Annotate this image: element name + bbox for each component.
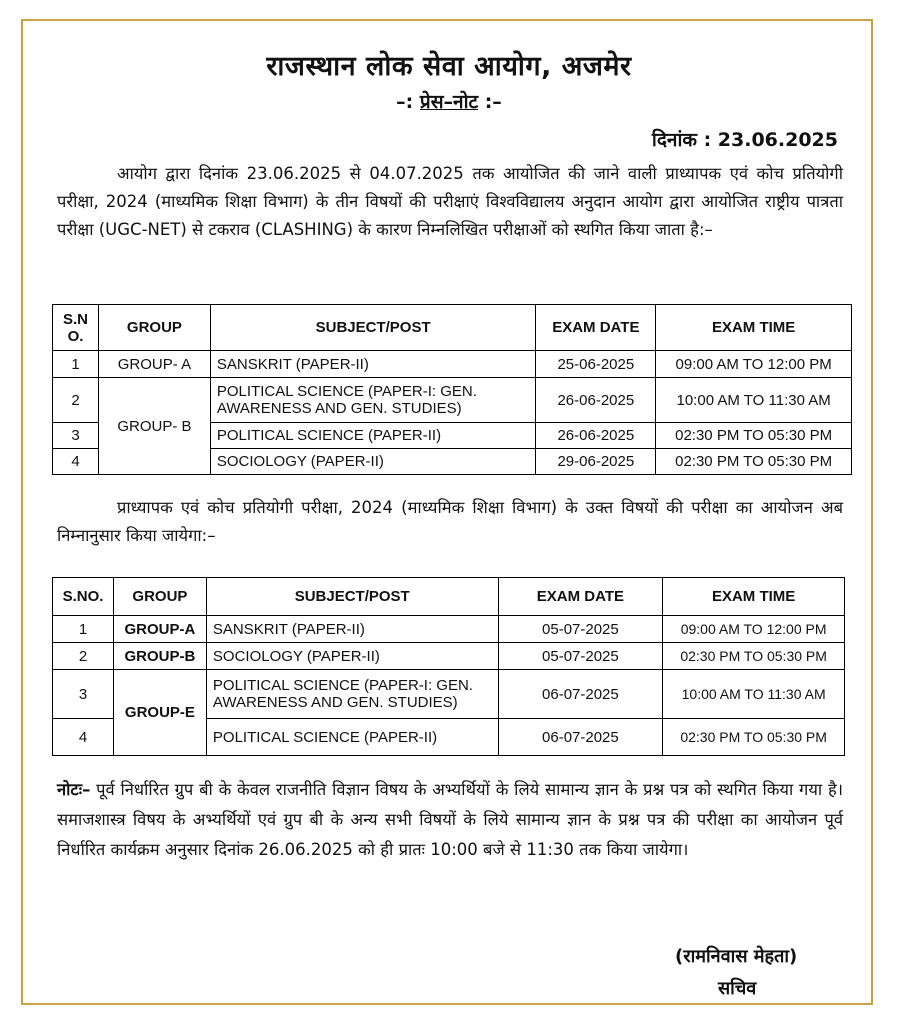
table-row xyxy=(53,351,852,378)
group-header: GROUP xyxy=(113,578,206,616)
sno-cell: 1 xyxy=(53,351,99,378)
date-line: दिनांक : 23.06.2025 xyxy=(651,129,838,151)
time-cell: 09:00 AM TO 12:00 PM xyxy=(656,351,852,378)
subject-cell: SANSKRIT (PAPER-II) xyxy=(210,351,536,378)
subject-cell: SANSKRIT (PAPER-II) xyxy=(206,616,498,643)
date-cell: 29-06-2025 xyxy=(536,449,656,475)
subtitle-suffix: :– xyxy=(478,91,502,113)
reschedule-paragraph: प्राध्यापक एवं कोच प्रतियोगी परीक्षा, 2024 (माध्यमिक शिक्षा विभाग) के उक्त विषयों की परीक्षा का आयोजन अब निम्नानुसार किया जायेगा:– xyxy=(57,498,843,545)
group-cell: GROUP- B xyxy=(98,378,210,475)
time-cell: 09:00 AM TO 12:00 PM xyxy=(663,616,845,643)
intro-paragraph: आयोग द्वारा दिनांक 23.06.2025 से 04.07.2025 तक आयोजित की जाने वाली प्राध्यापक एवं कोच प्रतियोगी परीक्षा, 2024 (माध्यमिक शिक्षा विभाग) के तीन विषयों की परीक्षाएं विश्वविद्यालय अनुदान आयोग द्वारा आयोजित राष्ट्रीय पात्रता परीक्षा (UGC-NET) से टकराव (CLASHING) के कारण निम्नलिखित परीक्षाओं को स्थगित किया जाता है:– xyxy=(57,164,843,239)
table-row xyxy=(53,616,845,643)
note-text: पूर्व निर्धारित ग्रुप बी के केवल राजनीति विज्ञान विषय के अभ्यर्थियों के लिये सामान्य ज्ञान के प्रश्न पत्र को स्थगित किया गया है। समाजशास्त्र विषय के अभ्यर्थियों एवं ग्रुप बी के अन्य सभी विषयों के लिये सामान्य ज्ञान के प्रश्न पत्र की परीक्षा का आयोजन पूर्व निर्धारित कार्यक्रम अनुसार दिनांक 26.06.2025 को ही प्रातः 10:00 बजे से 11:30 तक किया जायेगा। xyxy=(57,780,843,859)
table-header-row xyxy=(53,305,852,351)
time-cell: 10:00 AM TO 11:30 AM xyxy=(656,378,852,423)
group-cell: GROUP-E xyxy=(113,670,206,756)
subject-cell: SOCIOLOGY (PAPER-II) xyxy=(210,449,536,475)
group-header: GROUP xyxy=(98,305,210,351)
table-row xyxy=(53,670,845,719)
sno-cell: 4 xyxy=(53,719,114,756)
sno-cell: 3 xyxy=(53,423,99,449)
time-header: EXAM TIME xyxy=(656,305,852,351)
page-title: राजस्थान लोक सेवा आयोग, अजमेर xyxy=(266,51,632,82)
note-paragraph xyxy=(57,775,843,865)
subtitle-prefix: –: xyxy=(396,91,420,113)
time-cell: 02:30 PM TO 05:30 PM xyxy=(656,449,852,475)
time-cell: 10:00 AM TO 11:30 AM xyxy=(663,670,845,719)
subject-cell: POLITICAL SCIENCE (PAPER-I: GEN. AWARENESS AND GEN. STUDIES) xyxy=(210,378,536,423)
subject-header: SUBJECT/POST xyxy=(206,578,498,616)
note-label: नोटः– xyxy=(57,780,91,799)
date-header: EXAM DATE xyxy=(536,305,656,351)
date-cell: 06-07-2025 xyxy=(498,719,663,756)
table-row xyxy=(53,378,852,423)
date-header: EXAM DATE xyxy=(498,578,663,616)
signatory-name: (रामनिवास मेहता) xyxy=(675,946,798,967)
signatory-designation: सचिव xyxy=(718,978,757,999)
sno-header: S.NO. xyxy=(53,578,114,616)
postponed-exams-table xyxy=(52,304,852,475)
time-cell: 02:30 PM TO 05:30 PM xyxy=(663,643,845,670)
sno-cell: 2 xyxy=(53,378,99,423)
subject-cell: SOCIOLOGY (PAPER-II) xyxy=(206,643,498,670)
press-note-heading xyxy=(0,88,898,114)
group-cell: GROUP-A xyxy=(113,616,206,643)
subtitle-text: प्रेस–नोट xyxy=(419,91,479,113)
sno-cell: 2 xyxy=(53,643,114,670)
time-cell: 02:30 PM TO 05:30 PM xyxy=(656,423,852,449)
date-cell: 05-07-2025 xyxy=(498,643,663,670)
time-cell: 02:30 PM TO 05:30 PM xyxy=(663,719,845,756)
sno-header: S.N O. xyxy=(53,305,99,351)
sno-cell: 1 xyxy=(53,616,114,643)
date-cell: 26-06-2025 xyxy=(536,378,656,423)
group-cell: GROUP-B xyxy=(113,643,206,670)
rescheduled-exams-table xyxy=(52,577,845,756)
subject-cell: POLITICAL SCIENCE (PAPER-I: GEN. AWARENESS AND GEN. STUDIES) xyxy=(206,670,498,719)
sno-cell: 4 xyxy=(53,449,99,475)
date-cell: 05-07-2025 xyxy=(498,616,663,643)
date-cell: 06-07-2025 xyxy=(498,670,663,719)
group-cell: GROUP- A xyxy=(98,351,210,378)
date-cell: 26-06-2025 xyxy=(536,423,656,449)
sno-cell: 3 xyxy=(53,670,114,719)
date-cell: 25-06-2025 xyxy=(536,351,656,378)
subject-header: SUBJECT/POST xyxy=(210,305,536,351)
subject-cell: POLITICAL SCIENCE (PAPER-II) xyxy=(206,719,498,756)
table-row xyxy=(53,643,845,670)
time-header: EXAM TIME xyxy=(663,578,845,616)
table-header-row xyxy=(53,578,845,616)
subject-cell: POLITICAL SCIENCE (PAPER-II) xyxy=(210,423,536,449)
